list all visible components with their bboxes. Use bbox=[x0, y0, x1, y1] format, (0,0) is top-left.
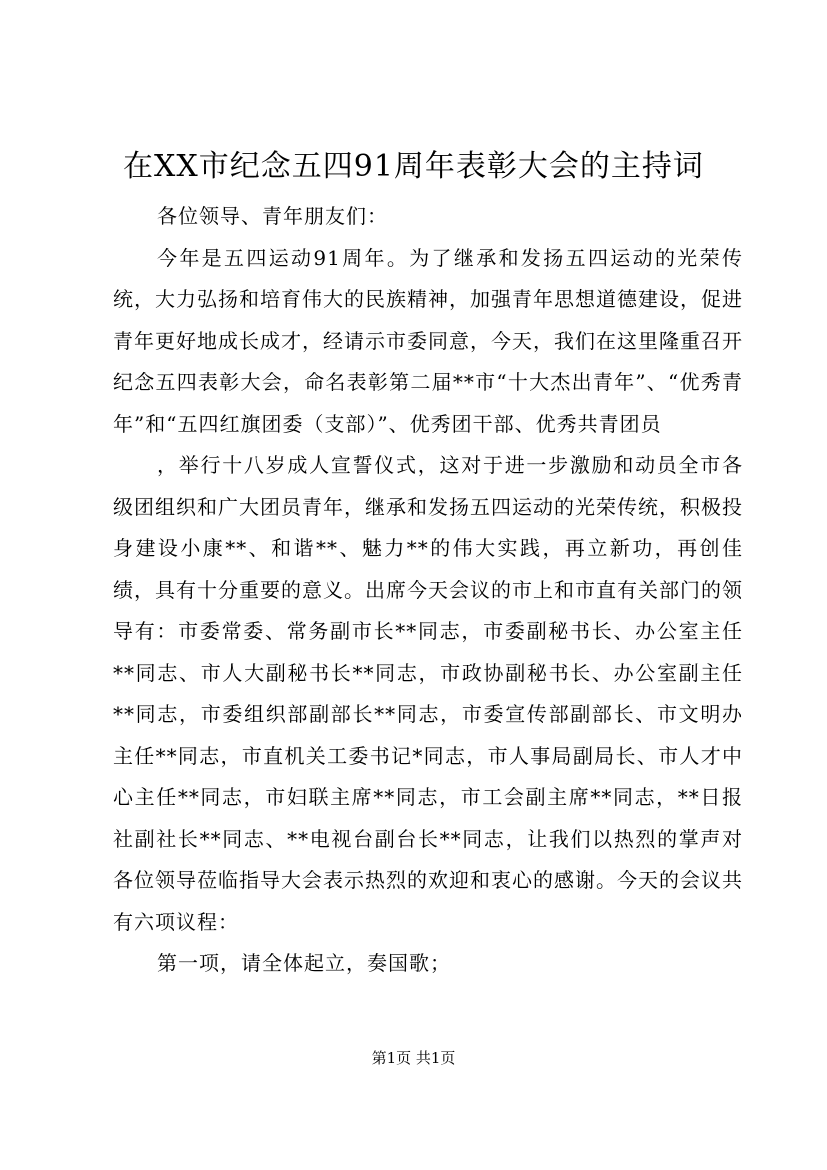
document-body bbox=[113, 196, 743, 985]
paragraph-intro: 今年是五四运动91周年。为了继承和发扬五四运动的光荣传统，大力弘扬和培育伟大的民族精神，加强青年思想道德建设，促进青年更好地成长成才，经请示市委同意，今天，我们在这里隆重召开纪念五四表彰大会，命名表彰第二届**市“十大杰出青年”、“优秀青年”和“五四红旗团委（支部）”、优秀团干部、优秀共青团员 bbox=[113, 245, 743, 436]
paragraph-attendees: ，举行十八岁成人宣誓仪式，这对于进一步激励和动员全市各级团组织和广大团员青年，继承和发扬五四运动的光荣传统，积极投身建设小康**、和谐**、魅力**的伟大实践，再立新功，再创佳绩，具有十分重要的意义。出席今天会议的市上和市直有关部门的领导有：市委常委、常务副市长**同志，市委副秘书长、办公室主任**同志、市人大副秘书长**同志，市政协副秘书长、办公室副主任**同志，市委组织部副部长**同志，市委宣传部副部长、市文明办主任**同志，市直机关工委书记*同志，市人事局副局长、市人才中心主任**同志，市妇联主席**同志，市工会副主席**同志，**日报社副社长**同志、**电视台副台长**同志，让我们以热烈的掌声对各位领导莅临指导大会表示热烈的欢迎和衷心的感谢。今天的会议共有六项议程： bbox=[113, 453, 743, 934]
page-footer: 第1页 共1页 bbox=[371, 1049, 456, 1067]
paragraph-salutation: 各位领导、青年朋友们： bbox=[157, 204, 388, 228]
paragraph-agenda-item-1: 第一项，请全体起立，奏国歌； bbox=[157, 951, 451, 975]
document-title: 在XX市纪念五四91周年表彰大会的主持词 bbox=[123, 149, 704, 184]
